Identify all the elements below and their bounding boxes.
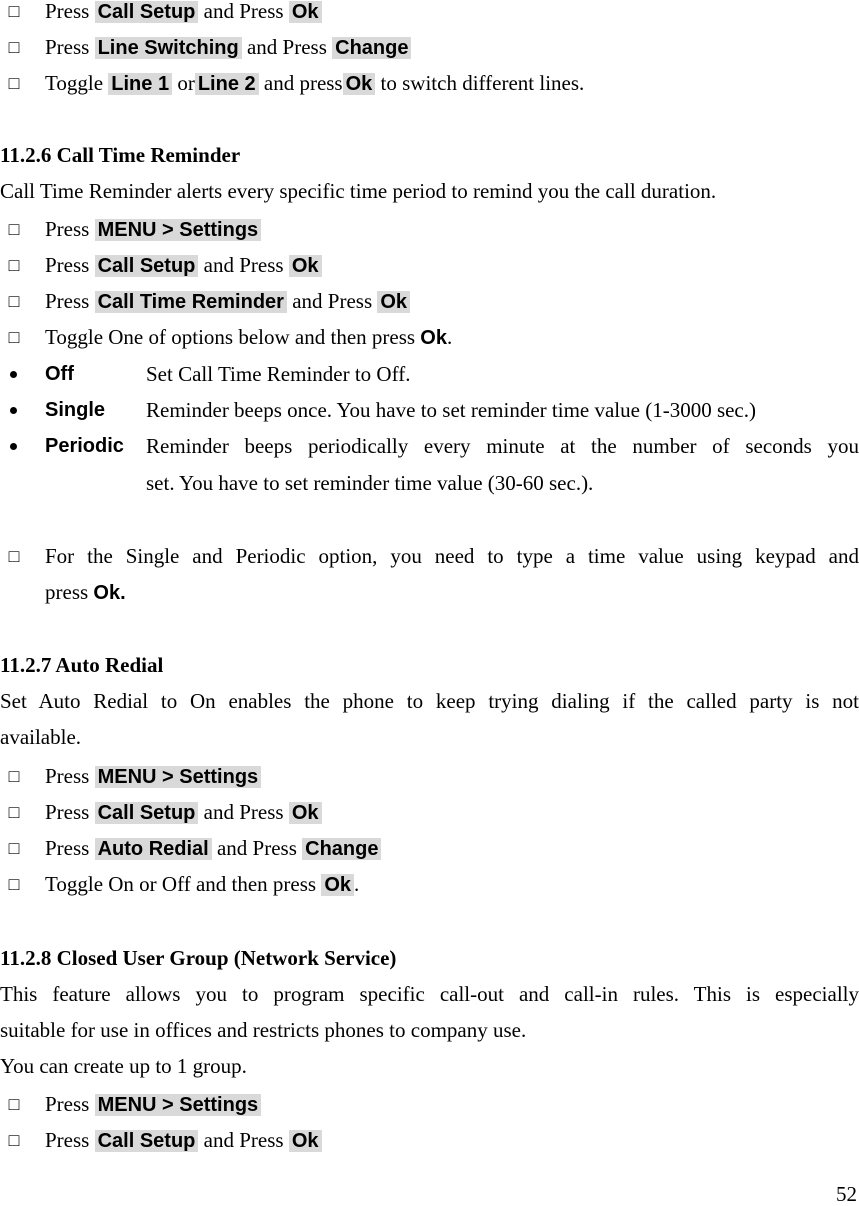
step-text: and press [263,71,343,95]
key-call-setup: Call Setup [95,255,199,277]
step-text: Toggle On or Off and then press [45,872,317,896]
checkbox-bullet-icon: □ [8,37,20,57]
section-heading: 11.2.6 Call Time Reminder [0,143,241,167]
option-description: Set Call Time Reminder to Off. [146,362,411,386]
step-text: Toggle One of options below and then press [45,325,416,349]
note-text: press [45,580,89,604]
key-menu-settings: MENU > Settings [95,219,262,241]
step-text: . [446,325,453,349]
checkbox-bullet-icon: □ [8,874,20,894]
option-item [0,360,859,388]
step-text: and Press [203,253,284,277]
section-intro-continued: You can create up to 1 group. [0,1054,247,1078]
key-ok: Ok [420,327,447,349]
step-text: . [354,872,360,896]
step-text: and Press [203,1128,284,1152]
section-intro: This feature allows you to program specific call-out and call-in rules. This is especially [0,982,859,1006]
option-description-continued: set. You have to set reminder time value (30-60 sec.). [146,471,594,495]
step-text: Press [45,0,90,23]
section-intro: Set Auto Redial to On enables the phone to keep trying dialing if the called party is not [0,689,859,713]
step-text: Press [45,289,90,313]
step-text: and Press [292,289,373,313]
page-number: 52 [836,1182,857,1206]
note-text: For the Single and Periodic option, you need to type a time value using keypad and [45,544,859,568]
option-name: Periodic [45,435,124,457]
bullet-dot-icon [10,443,17,450]
checkbox-bullet-icon: □ [8,255,20,275]
key-ok: Ok [289,802,322,824]
key-line-1: Line 1 [108,73,172,95]
step-text: Press [45,35,90,59]
key-call-setup: Call Setup [95,1130,199,1152]
step-text: and Press [246,35,327,59]
checkbox-bullet-icon: □ [8,802,20,822]
key-menu-settings: MENU > Settings [95,766,262,788]
checkbox-bullet-icon: □ [8,291,20,311]
step-text: Press [45,217,90,241]
checkbox-bullet-icon: □ [8,1130,20,1150]
option-name: Single [45,399,106,421]
key-ok: Ok [289,255,322,277]
key-call-setup: Call Setup [95,1,199,23]
key-call-time-reminder: Call Time Reminder [95,291,287,313]
step-text: and Press [203,0,284,23]
section-heading: 11.2.8 Closed User Group (Network Service) [0,946,397,970]
step-text: Press [45,836,90,860]
step-text: Press [45,764,90,788]
step-text: and Press [216,836,297,860]
note-text-continued [45,578,126,607]
key-line-2: Line 2 [195,73,259,95]
checkbox-bullet-icon: □ [8,219,20,239]
section-intro-continued: available. [0,725,82,749]
section-intro-continued: suitable for use in offices and restricts phones to company use. [0,1018,527,1042]
checkbox-bullet-icon: □ [8,838,20,858]
checkbox-bullet-icon: □ [8,766,20,786]
step-text: Press [45,1128,90,1152]
option-name: Off [45,363,74,385]
key-ok: Ok [321,874,354,896]
step-text: Press [45,253,90,277]
key-line-switching: Line Switching [95,37,242,59]
key-ok: Ok [343,73,376,95]
bullet-dot-icon [10,407,17,414]
step-text: Press [45,1092,90,1116]
key-change: Change [302,838,381,860]
step-text: to switch different lines. [380,71,585,95]
key-call-setup: Call Setup [95,802,199,824]
section-heading: 11.2.7 Auto Redial [0,653,164,677]
key-change: Change [332,37,411,59]
step-text: and Press [203,800,284,824]
checkbox-bullet-icon: □ [8,327,20,347]
key-menu-settings: MENU > Settings [95,1094,262,1116]
key-auto-redial: Auto Redial [95,838,212,860]
option-item [0,396,859,424]
option-description: Reminder beeps periodically every minute at the number of seconds you [146,434,859,458]
key-ok: Ok [289,1,322,23]
step-text: Toggle [45,71,104,95]
section-intro: Call Time Reminder alerts every specific time period to remind you the call duration. [0,179,717,203]
checkbox-bullet-icon: □ [8,1,20,21]
checkbox-bullet-icon: □ [8,546,20,566]
key-ok: Ok [377,291,410,313]
key-ok: Ok. [93,582,126,604]
key-ok: Ok [289,1130,322,1152]
checkbox-bullet-icon: □ [8,1094,20,1114]
option-description: Reminder beeps once. You have to set reminder time value (1-3000 sec.) [146,398,756,422]
bullet-dot-icon [10,371,17,378]
step-text: Press [45,800,90,824]
checkbox-bullet-icon: □ [8,73,20,93]
option-item [0,432,859,460]
step-text: or [177,71,195,95]
